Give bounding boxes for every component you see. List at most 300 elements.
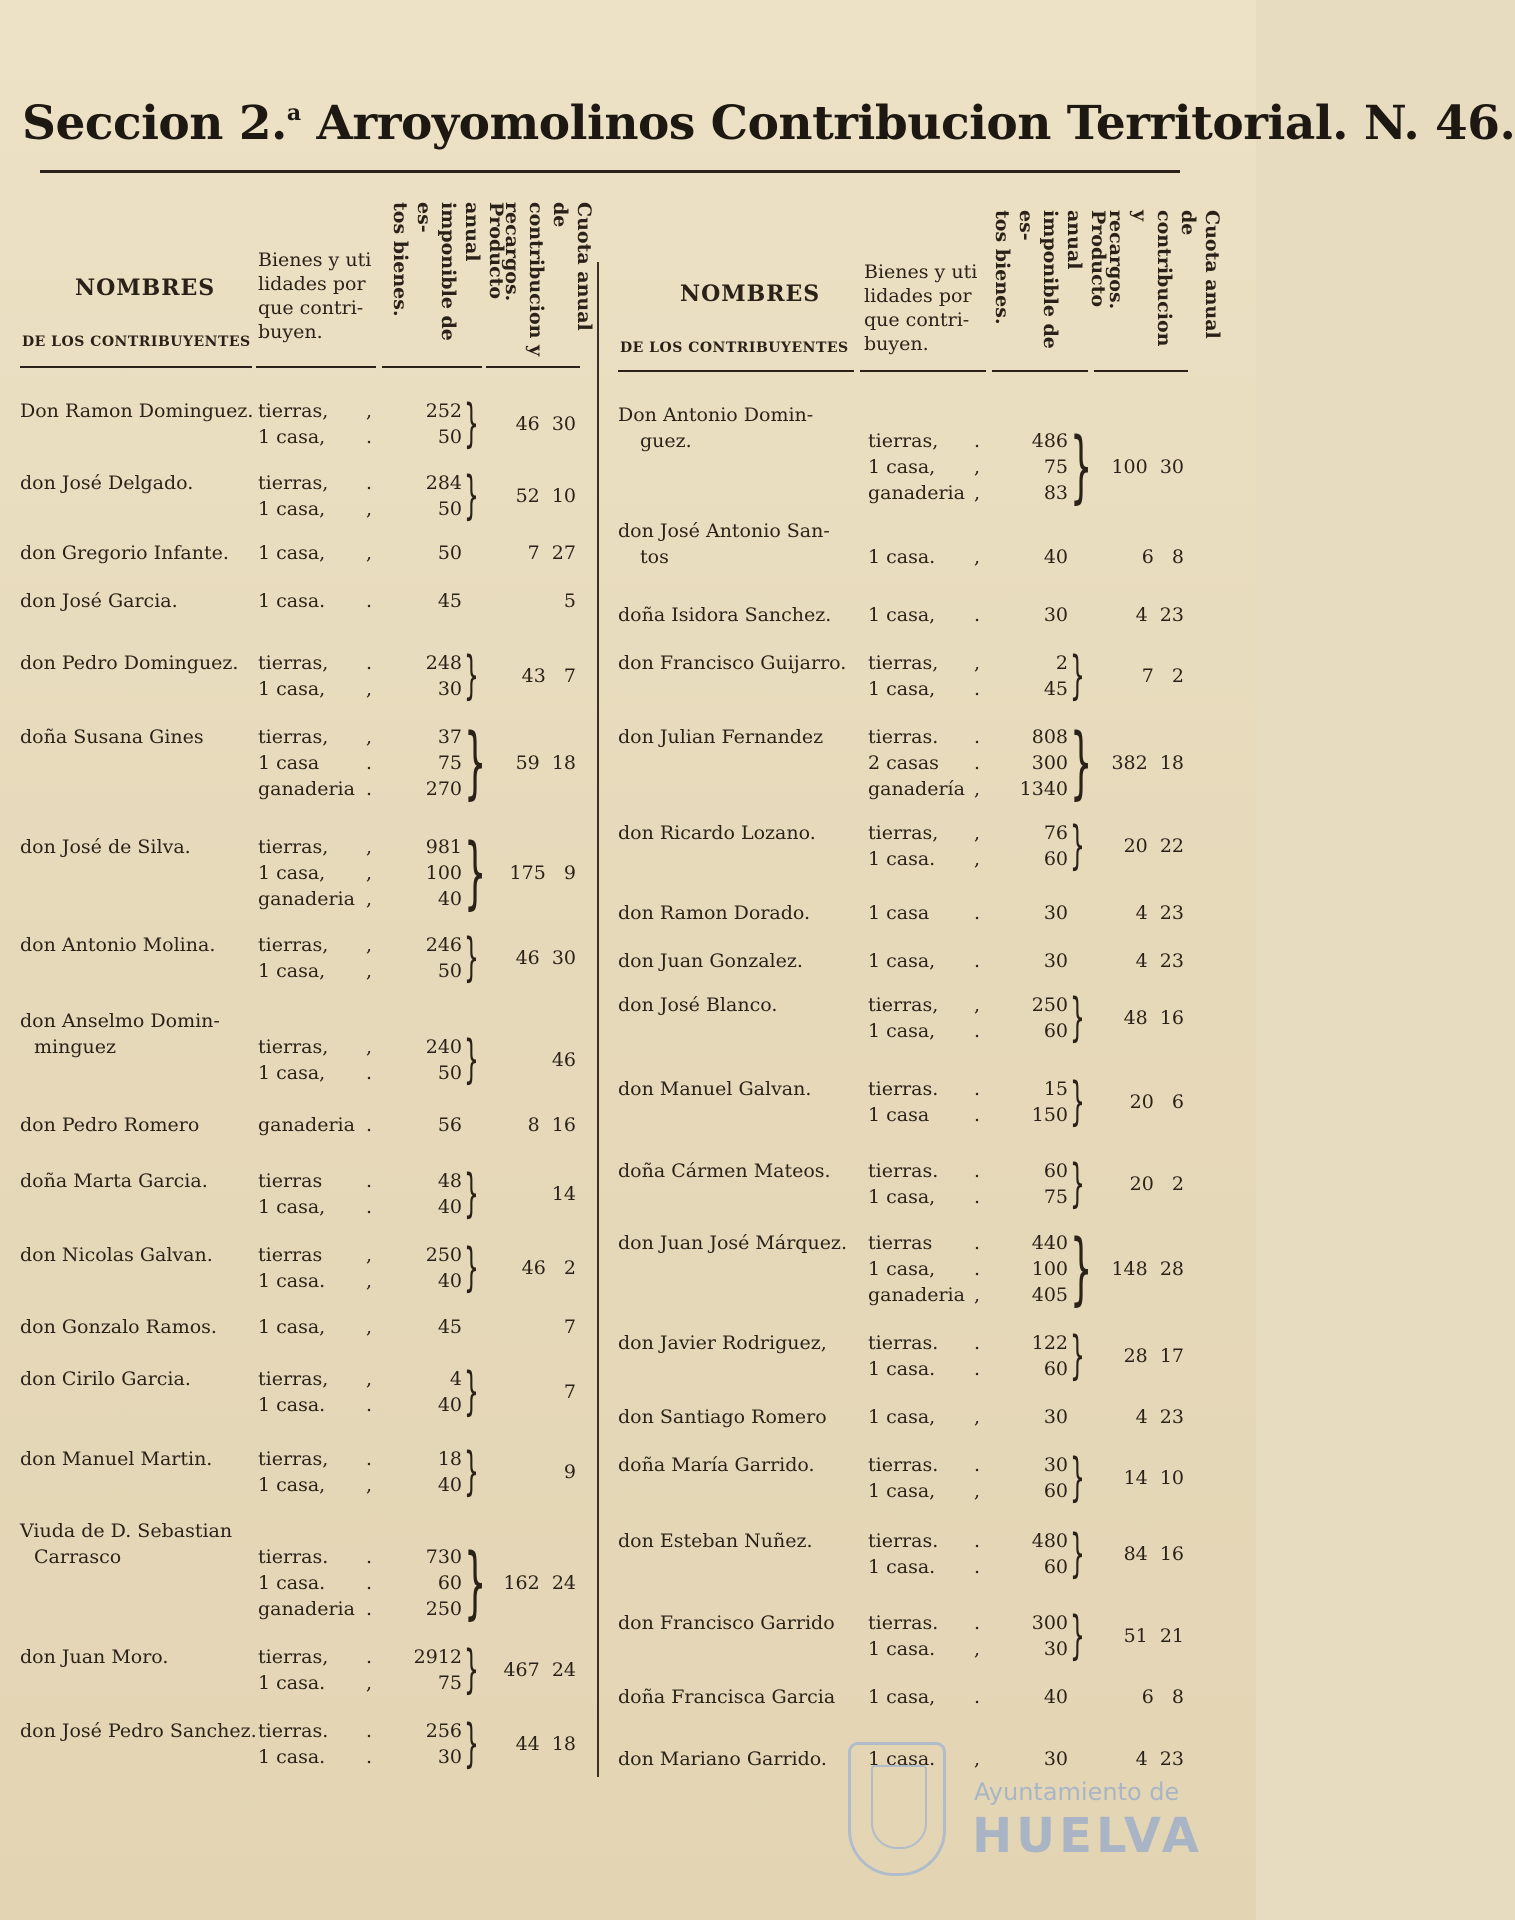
cuota-value: 59 18 [515,752,576,774]
punctuation-mark: . [366,652,373,674]
contributor-name: doña Francisca Garcia [618,1686,836,1708]
cuota-value: 43 7 [521,665,576,687]
producto-value: 250 [425,1598,462,1620]
cuota-value: 20 22 [1123,835,1184,857]
cuota-value: 28 17 [1123,1345,1184,1367]
bienes-item: tierras, [258,726,329,748]
watermark-line2: HUELVA [972,1808,1203,1864]
contributor-name: don Francisco Garrido [618,1612,835,1634]
header-bienes: Bienes y uti lidades por que contri- buyen. [258,249,372,343]
cuota-value: 4 23 [1135,604,1184,626]
producto-value: 75 [437,1672,462,1694]
producto-value: 30 [1043,1406,1068,1428]
producto-value: 30 [1043,1748,1068,1770]
bienes-item: tierras, [258,652,329,674]
title-seccion: Seccion 2. [22,96,287,151]
bienes-item: 1 casa, [868,1020,936,1042]
producto-value: 15 [1043,1078,1068,1100]
producto-value: 300 [1031,752,1068,774]
cuota-value: 4 23 [1135,950,1184,972]
producto-value: 40 [437,1196,462,1218]
contributor-name: tos [640,546,669,568]
bienes-item: 1 casa, [868,1186,936,1208]
producto-value: 30 [1043,902,1068,924]
bienes-item: 1 casa, [258,542,326,564]
brace-icon: } [464,1714,479,1774]
bienes-item: 1 casa, [868,604,936,626]
producto-value: 808 [1031,726,1068,748]
brace-icon: } [464,466,479,526]
brace-icon: } [464,1030,479,1090]
punctuation-mark: , [366,836,373,858]
punctuation-mark: . [974,1160,981,1182]
bienes-item: tierras, [258,1036,329,1058]
contributor-name: doña Cármen Mateos. [618,1160,831,1182]
bienes-item: tierras, [258,1646,329,1668]
producto-value: 30 [1043,604,1068,626]
cuota-value: 14 10 [1123,1467,1184,1489]
punctuation-mark: , [974,652,981,674]
producto-value: 45 [1043,678,1068,700]
column-divider [597,262,599,1777]
producto-value: 50 [437,426,462,448]
contributor-name: don José de Silva. [20,836,191,858]
punctuation-mark: , [366,1316,373,1338]
bienes-item: 1 casa, [868,1258,936,1280]
contributor-name: don Julian Fernandez [618,726,824,748]
header-rule [486,366,580,368]
producto-value: 37 [437,726,462,748]
bienes-item: tierras. [868,1454,939,1476]
producto-value: 30 [1043,1454,1068,1476]
producto-value: 60 [1043,1358,1068,1380]
producto-value: 248 [425,652,462,674]
bienes-item: tierras, [868,994,939,1016]
producto-value: 50 [437,960,462,982]
punctuation-mark: . [974,430,981,452]
punctuation-mark: . [974,1232,981,1254]
producto-value: 40 [437,1270,462,1292]
bienes-item: 1 casa, [258,426,326,448]
punctuation-mark: . [366,1720,373,1742]
cuota-value: 14 [551,1183,576,1205]
producto-value: 76 [1043,822,1068,844]
punctuation-mark: . [974,1258,981,1280]
brace-icon: } [464,1164,479,1224]
punctuation-mark: , [974,822,981,844]
punctuation-mark: , [366,1036,373,1058]
punctuation-mark: , [366,1672,373,1694]
bienes-item: tierras. [868,1530,939,1552]
brace-icon: } [464,1640,479,1700]
producto-value: 50 [437,542,462,564]
contributor-name: doña María Garrido. [618,1454,815,1476]
producto-value: 60 [1043,1556,1068,1578]
bienes-item: ganaderia [868,1284,965,1306]
producto-value: 18 [437,1448,462,1470]
producto-value: 100 [1031,1258,1068,1280]
producto-value: 60 [1043,848,1068,870]
header-nombres: NOMBRES [75,275,216,301]
punctuation-mark: , [366,400,373,422]
cuota-value: 4 23 [1135,1748,1184,1770]
producto-value: 4 [449,1368,462,1390]
bienes-item: 1 casa. [258,1746,326,1768]
punctuation-mark: , [974,848,981,870]
punctuation-mark: , [366,498,373,520]
bienes-item: tierras, [868,652,939,674]
brace-icon: } [1070,1154,1085,1214]
brace-icon: } [464,394,479,454]
producto-value: 83 [1043,482,1068,504]
bienes-item: 1 casa, [258,1316,326,1338]
punctuation-mark: . [974,1078,981,1100]
producto-value: 45 [437,1316,462,1338]
punctuation-mark: . [366,1114,373,1136]
bienes-item: 1 casa, [258,1474,326,1496]
header-rule [20,366,252,368]
punctuation-mark: . [366,1062,373,1084]
cuota-value: 46 [551,1049,576,1071]
page-title [22,96,1515,151]
bienes-item: 1 casa. [868,1748,936,1770]
header-rule [860,370,986,372]
punctuation-mark: . [974,950,981,972]
bienes-item: 1 casa. [258,1270,326,1292]
title-rest: Arroyomolinos Contribucion Territorial. N. 46. [316,96,1515,151]
brace-icon: } [1070,1524,1085,1584]
bienes-item: 1 casa, [868,678,936,700]
bienes-item: 1 casa [868,902,930,924]
producto-value: 250 [1031,994,1068,1016]
producto-value: 60 [1043,1020,1068,1042]
bienes-item: tierras, [258,1448,329,1470]
cuota-value: 6 8 [1141,1686,1184,1708]
producto-value: 486 [1031,430,1068,452]
header-de-los-contribuyentes: DE LOS CONTRIBUYENTES [620,340,849,356]
producto-value: 48 [437,1170,462,1192]
contributor-name: doña Marta Garcia. [20,1170,208,1192]
punctuation-mark: . [974,1186,981,1208]
cuota-value: 7 27 [527,542,576,564]
bienes-item: 1 casa. [258,1672,326,1694]
punctuation-mark: , [366,934,373,956]
punctuation-mark: . [974,1612,981,1634]
punctuation-mark: . [366,1196,373,1218]
shield-icon [848,1742,946,1876]
contributor-name: don José Pedro Sanchez. [20,1720,257,1742]
producto-value: 300 [1031,1612,1068,1634]
contributor-name: doña Susana Gines [20,726,204,748]
producto-value: 150 [1031,1104,1068,1126]
cuota-value: 20 6 [1129,1091,1184,1113]
bienes-item: 1 casa, [868,950,936,972]
bienes-item: ganaderia [258,1114,355,1136]
cuota-value: 46 2 [521,1257,576,1279]
contributor-name: don Ramon Dorado. [618,902,811,924]
contributor-name: don Manuel Martin. [20,1448,213,1470]
bienes-item: tierras, [258,836,329,858]
brace-icon: } [1070,1326,1085,1386]
bienes-item: tierras [258,1170,323,1192]
producto-value: 45 [437,590,462,612]
punctuation-mark: . [974,1020,981,1042]
cuota-value: 100 30 [1111,456,1184,478]
cuota-value: 48 16 [1123,1007,1184,1029]
producto-value: 40 [437,888,462,910]
punctuation-mark: , [974,456,981,478]
brace-icon: } [1070,816,1085,876]
bienes-item: tierras. [258,1546,329,1568]
cuota-value: 382 18 [1111,752,1184,774]
producto-value: 30 [1043,1638,1068,1660]
punctuation-mark: . [366,1572,373,1594]
cuota-value: 5 [563,590,576,612]
cuota-value: 4 23 [1135,902,1184,924]
punctuation-mark: , [974,1638,981,1660]
punctuation-mark: . [974,1332,981,1354]
contributor-name: don Javier Rodriguez, [618,1332,827,1354]
producto-value: 2 [1055,652,1068,674]
contributor-name: Carrasco [34,1546,122,1568]
header-rule [1094,370,1188,372]
contributor-name: don José Blanco. [618,994,778,1016]
bienes-item: 1 casa, [868,456,936,478]
bienes-item: ganaderia [258,888,355,910]
bienes-item: 1 casa, [258,1196,326,1218]
bienes-item: 1 casa [868,1104,930,1126]
punctuation-mark: . [974,726,981,748]
punctuation-mark: . [974,752,981,774]
header-bienes: Bienes y uti lidades por que contri- buyen. [864,261,978,355]
contributor-name: guez. [640,430,692,452]
bienes-item: 1 casa. [258,1572,326,1594]
header-nombres: NOMBRES [680,281,821,307]
bienes-item: 1 casa, [868,1686,936,1708]
cuota-value: 7 2 [1141,665,1184,687]
punctuation-mark: . [366,472,373,494]
brace-icon: } [1070,988,1085,1048]
punctuation-mark: , [974,778,981,800]
punctuation-mark: . [366,426,373,448]
punctuation-mark: . [366,1170,373,1192]
contributor-name: minguez [34,1036,116,1058]
bienes-item: 1 casa, [258,498,326,520]
contributor-name: don Manuel Galvan. [618,1078,812,1100]
bienes-item: 1 casa. [868,1638,936,1660]
punctuation-mark: , [366,960,373,982]
contributor-name: don José Antonio San- [618,520,830,542]
header-producto: Producto anual imponible de es- tos bienes. [991,210,1109,349]
bienes-item: 2 casas [868,752,939,774]
cuota-value: 4 23 [1135,1406,1184,1428]
contributor-name: doña Isidora Sanchez. [618,604,832,626]
punctuation-mark: . [366,778,373,800]
contributor-name: don Esteban Nuñez. [618,1530,813,1552]
bienes-item: 1 casa [258,752,320,774]
contributor-name: don Cirilo Garcia. [20,1368,191,1390]
contributor-name: don Anselmo Domin- [20,1010,220,1032]
cuota-value: 6 8 [1141,546,1184,568]
punctuation-mark: . [366,1646,373,1668]
bienes-item: 1 casa. [868,1358,936,1380]
brace-icon: } [464,1238,479,1298]
title-sup: a [286,100,301,126]
bienes-item: tierras. [868,1612,939,1634]
contributor-name: don Francisco Guijarro. [618,652,847,674]
punctuation-mark: . [366,1746,373,1768]
brace-icon: } [1070,422,1093,512]
cuota-value: 7 [563,1381,576,1403]
brace-icon: } [1070,1606,1085,1666]
brace-icon: } [1070,1448,1085,1508]
producto-value: 60 [437,1572,462,1594]
bienes-item: tierras, [868,430,939,452]
cuota-value: 46 30 [515,947,576,969]
bienes-item: ganaderia [258,778,355,800]
punctuation-mark: . [974,604,981,626]
producto-value: 75 [1043,1186,1068,1208]
punctuation-mark: . [974,1556,981,1578]
producto-value: 75 [437,752,462,774]
cuota-value: 7 [563,1316,576,1338]
bienes-item: ganaderia [868,482,965,504]
brace-icon: } [1070,1072,1085,1132]
producto-value: 60 [1043,1480,1068,1502]
bienes-item: ganaderia [258,1598,355,1620]
producto-value: 50 [437,1062,462,1084]
punctuation-mark: . [974,1454,981,1476]
bienes-item: tierras. [868,726,939,748]
brace-icon: } [464,718,487,808]
title-rule [40,170,1180,173]
punctuation-mark: . [366,1394,373,1416]
watermark-stamp [848,1742,1203,1892]
bienes-item: tierras, [258,472,329,494]
bienes-item: 1 casa, [258,1062,326,1084]
punctuation-mark: . [974,1104,981,1126]
punctuation-mark: . [366,1448,373,1470]
producto-value: 284 [425,472,462,494]
producto-value: 30 [437,1746,462,1768]
punctuation-mark: , [974,1748,981,1770]
contributor-name: don Pedro Dominguez. [20,652,239,674]
bienes-item: 1 casa. [868,546,936,568]
punctuation-mark: , [366,678,373,700]
brace-icon: } [464,1442,479,1502]
bienes-item: tierras [258,1244,323,1266]
cuota-value: 51 21 [1123,1625,1184,1647]
brace-icon: } [464,928,479,988]
brace-icon: } [464,646,479,706]
brace-icon: } [464,1362,479,1422]
header-de-los-contribuyentes: DE LOS CONTRIBUYENTES [22,334,251,350]
bienes-item: 1 casa, [868,1406,936,1428]
bienes-item: 1 casa. [258,1394,326,1416]
punctuation-mark: , [366,1244,373,1266]
cuota-value: 84 16 [1123,1543,1184,1565]
header-rule [256,366,376,368]
contributor-name: don Juan Moro. [20,1646,169,1668]
producto-value: 246 [425,934,462,956]
producto-value: 75 [1043,456,1068,478]
punctuation-mark: , [974,1406,981,1428]
producto-value: 252 [425,400,462,422]
punctuation-mark: , [974,482,981,504]
punctuation-mark: . [974,1530,981,1552]
contributor-name: don Gregorio Infante. [20,542,229,564]
punctuation-mark: , [974,1480,981,1502]
cuota-value: 46 30 [515,413,576,435]
header-cuota: Cuota anual de contribucion y recargos. [1105,210,1223,347]
cuota-value: 162 24 [503,1572,576,1594]
punctuation-mark: . [366,1598,373,1620]
producto-value: 440 [1031,1232,1068,1254]
punctuation-mark: , [366,726,373,748]
bienes-item: ganadería [868,778,965,800]
bienes-item: tierras, [258,934,329,956]
producto-value: 40 [1043,546,1068,568]
bienes-item: 1 casa. [868,1556,936,1578]
contributor-name: don Ricardo Lozano. [618,822,816,844]
producto-value: 730 [425,1546,462,1568]
bienes-item: tierras. [258,1720,329,1742]
producto-value: 270 [425,778,462,800]
brace-icon: } [1070,718,1093,808]
header-producto: Producto anual imponible de es- tos bienes. [389,202,507,341]
punctuation-mark: . [366,590,373,612]
contributor-name: don Juan José Márquez. [618,1232,847,1254]
punctuation-mark: , [974,994,981,1016]
brace-icon: } [1070,1224,1093,1314]
producto-value: 981 [425,836,462,858]
contributor-name: don Juan Gonzalez. [618,950,803,972]
contributor-name: don Antonio Molina. [20,934,216,956]
header-rule [382,366,482,368]
right-table-header [618,190,1223,370]
cuota-value: 44 18 [515,1733,576,1755]
punctuation-mark: . [366,1546,373,1568]
punctuation-mark: , [366,1368,373,1390]
bienes-item: tierras. [868,1332,939,1354]
header-cuota: Cuota anual de contribucion y recargos. [501,202,595,357]
producto-value: 60 [1043,1160,1068,1182]
brace-icon: } [464,1538,487,1628]
contributor-name: don José Delgado. [20,472,194,494]
producto-value: 250 [425,1244,462,1266]
producto-value: 50 [437,498,462,520]
contributor-name: Don Antonio Domin- [618,404,814,426]
bienes-item: 1 casa, [868,1480,936,1502]
contributor-name: don Gonzalo Ramos. [20,1316,217,1338]
cuota-value: 9 [563,1461,576,1483]
producto-value: 2912 [413,1646,462,1668]
producto-value: 30 [437,678,462,700]
producto-value: 30 [1043,950,1068,972]
left-table-header [20,190,595,370]
punctuation-mark: , [974,546,981,568]
bienes-item: 1 casa, [258,678,326,700]
contributor-name: don José Garcia. [20,590,178,612]
bienes-item: 1 casa. [258,590,326,612]
contributor-name: don Pedro Romero [20,1114,200,1136]
bienes-item: tierras. [868,1160,939,1182]
contributor-name: Viuda de D. Sebastian [20,1520,233,1542]
punctuation-mark: , [366,1474,373,1496]
cuota-value: 20 2 [1129,1173,1184,1195]
producto-value: 40 [437,1474,462,1496]
watermark-line1: Ayuntamiento de [974,1778,1180,1806]
